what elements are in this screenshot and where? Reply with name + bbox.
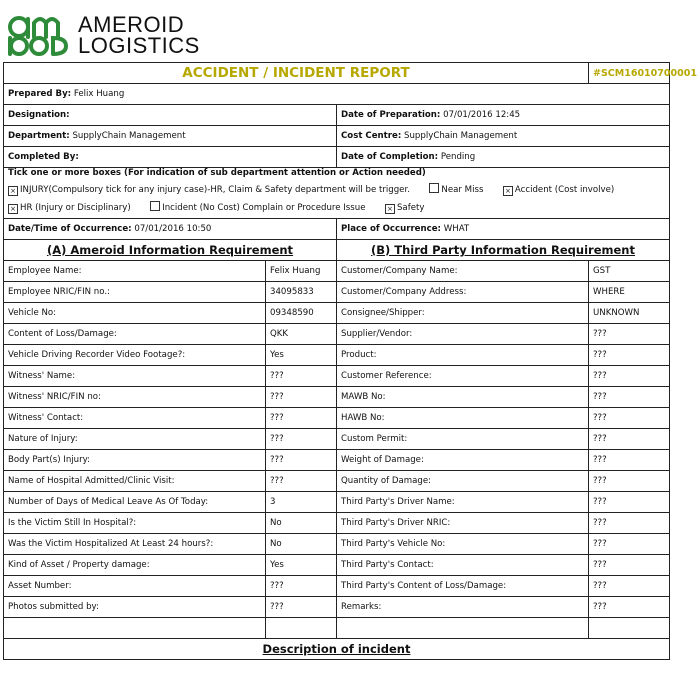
section-b-label: Weight of Damage: bbox=[337, 450, 589, 471]
department-attention-row bbox=[4, 168, 670, 219]
department-field bbox=[4, 126, 337, 147]
section-a-heading: (A) Ameroid Information Requirement bbox=[4, 240, 337, 261]
section-a-value: Yes bbox=[266, 345, 337, 366]
section-b-label: Quantity of Damage: bbox=[337, 471, 589, 492]
section-a-label: Kind of Asset / Property damage: bbox=[4, 555, 266, 576]
section-a-value: Felix Huang bbox=[266, 261, 337, 282]
section-a-label: Vehicle Driving Recorder Video Footage?: bbox=[4, 345, 266, 366]
place-of-occurrence-label: Place of Occurrence: bbox=[341, 224, 441, 234]
completed-by-row bbox=[4, 147, 670, 168]
section-b-value: ??? bbox=[589, 366, 670, 387]
section-a-value: ??? bbox=[266, 576, 337, 597]
blank-cell bbox=[4, 618, 266, 639]
section-a-label: Number of Days of Medical Leave As Of Today: bbox=[4, 492, 266, 513]
date-of-preparation-label: Date of Preparation: bbox=[341, 110, 441, 120]
section-a-label: Witness' Contact: bbox=[4, 408, 266, 429]
section-b-label: Product: bbox=[337, 345, 589, 366]
section-a-label: Body Part(s) Injury: bbox=[4, 450, 266, 471]
blank-cell bbox=[589, 618, 670, 639]
designation-row bbox=[4, 105, 670, 126]
section-b-value: ??? bbox=[589, 597, 670, 618]
accident-label: Accident (Cost involve) bbox=[514, 185, 615, 195]
near-miss-label: Near Miss bbox=[441, 185, 484, 195]
date-of-completion-field bbox=[337, 147, 670, 168]
section-a-label: Content of Loss/Damage: bbox=[4, 324, 266, 345]
section-a-label: Employee Name: bbox=[4, 261, 266, 282]
company-name-line2: LOGISTICS bbox=[78, 33, 200, 58]
section-b-heading: (B) Third Party Information Requirement bbox=[337, 240, 670, 261]
cost-centre-value: SupplyChain Management bbox=[404, 131, 518, 141]
section-a-value: ??? bbox=[266, 387, 337, 408]
section-a-label: Nature of Injury: bbox=[4, 429, 266, 450]
blank-row bbox=[4, 618, 670, 639]
section-a-value: QKK bbox=[266, 324, 337, 345]
info-row bbox=[4, 492, 670, 513]
date-time-of-occurrence-field bbox=[4, 219, 337, 240]
hr-checkbox[interactable]: × bbox=[8, 204, 18, 214]
date-time-of-occurrence-label: Date/Time of Occurrence: bbox=[8, 224, 132, 234]
info-row bbox=[4, 597, 670, 618]
section-a-label: Photos submitted by: bbox=[4, 597, 266, 618]
cost-centre-field bbox=[337, 126, 670, 147]
info-row bbox=[4, 555, 670, 576]
info-row bbox=[4, 408, 670, 429]
section-b-value: ??? bbox=[589, 492, 670, 513]
designation-label: Designation: bbox=[4, 105, 337, 126]
occurrence-row bbox=[4, 219, 670, 240]
section-b-value: ??? bbox=[589, 513, 670, 534]
section-a-label: Witness' NRIC/FIN no: bbox=[4, 387, 266, 408]
safety-label: Safety bbox=[396, 203, 425, 213]
info-row bbox=[4, 261, 670, 282]
ameroid-logo-mark-icon bbox=[6, 13, 72, 57]
company-logo bbox=[6, 10, 200, 60]
date-time-of-occurrence-value: 07/01/2016 10:50 bbox=[134, 224, 212, 234]
section-b-value: WHERE bbox=[589, 282, 670, 303]
section-a-value: ??? bbox=[266, 471, 337, 492]
info-row bbox=[4, 450, 670, 471]
section-a-value: ??? bbox=[266, 366, 337, 387]
section-b-label: Custom Permit: bbox=[337, 429, 589, 450]
section-b-value: ??? bbox=[589, 324, 670, 345]
description-row bbox=[4, 639, 670, 660]
section-a-label: Vehicle No: bbox=[4, 303, 266, 324]
company-name bbox=[78, 14, 200, 56]
info-row bbox=[4, 471, 670, 492]
section-b-label: Third Party's Contact: bbox=[337, 555, 589, 576]
section-headers-row bbox=[4, 240, 670, 261]
prepared-by-field bbox=[4, 84, 670, 105]
section-b-value: GST bbox=[589, 261, 670, 282]
report-title: ACCIDENT / INCIDENT REPORT bbox=[4, 63, 589, 84]
near-miss-checkbox[interactable] bbox=[429, 183, 439, 193]
department-label: Department: bbox=[8, 131, 70, 141]
section-a-value: ??? bbox=[266, 450, 337, 471]
section-a-value: 09348590 bbox=[266, 303, 337, 324]
section-a-value: ??? bbox=[266, 408, 337, 429]
section-a-value: ??? bbox=[266, 429, 337, 450]
info-row bbox=[4, 576, 670, 597]
section-b-label: HAWB No: bbox=[337, 408, 589, 429]
incident-label: Incident (No Cost) Complain or Procedure Issue bbox=[162, 203, 366, 213]
prepared-by-row bbox=[4, 84, 670, 105]
place-of-occurrence-value: WHAT bbox=[443, 224, 470, 234]
description-of-incident-heading: Description of incident bbox=[4, 639, 670, 660]
section-b-label: Third Party's Content of Loss/Damage: bbox=[337, 576, 589, 597]
incident-report-form bbox=[3, 62, 697, 660]
section-b-value: ??? bbox=[589, 345, 670, 366]
company-name-line1: AMEROID bbox=[78, 12, 185, 37]
tick-instructions: Tick one or more boxes (For indication of sub department attention or Action needed) bbox=[8, 168, 426, 178]
department-attention-checkboxes bbox=[4, 168, 670, 219]
info-row bbox=[4, 513, 670, 534]
section-a-value: 34095833 bbox=[266, 282, 337, 303]
section-b-label: Customer/Company Address: bbox=[337, 282, 589, 303]
section-a-value: ??? bbox=[266, 597, 337, 618]
blank-cell bbox=[337, 618, 589, 639]
info-row bbox=[4, 534, 670, 555]
prepared-by-value: Felix Huang bbox=[73, 89, 125, 99]
section-a-value: Yes bbox=[266, 555, 337, 576]
date-of-completion-label: Date of Completion: bbox=[341, 152, 439, 162]
section-a-label: Employee NRIC/FIN no.: bbox=[4, 282, 266, 303]
section-b-label: Supplier/Vendor: bbox=[337, 324, 589, 345]
section-a-label: Is the Victim Still In Hospital?: bbox=[4, 513, 266, 534]
section-a-label: Name of Hospital Admitted/Clinic Visit: bbox=[4, 471, 266, 492]
info-row bbox=[4, 282, 670, 303]
section-b-value: ??? bbox=[589, 471, 670, 492]
injury-checkbox[interactable]: × bbox=[8, 186, 18, 196]
info-row bbox=[4, 429, 670, 450]
section-b-value: ??? bbox=[589, 387, 670, 408]
date-of-preparation-value: 07/01/2016 12:45 bbox=[443, 110, 521, 120]
date-of-preparation-field bbox=[337, 105, 670, 126]
info-row bbox=[4, 324, 670, 345]
place-of-occurrence-field bbox=[337, 219, 670, 240]
section-a-value: 3 bbox=[266, 492, 337, 513]
completed-by-label: Completed By: bbox=[4, 147, 337, 168]
incident-checkbox[interactable] bbox=[150, 201, 160, 211]
date-of-completion-value: Pending bbox=[440, 152, 476, 162]
cost-centre-label: Cost Centre: bbox=[341, 131, 402, 141]
section-b-value: ??? bbox=[589, 408, 670, 429]
info-row bbox=[4, 387, 670, 408]
section-b-value: ??? bbox=[589, 429, 670, 450]
section-b-label: Customer/Company Name: bbox=[337, 261, 589, 282]
section-b-label: Customer Reference: bbox=[337, 366, 589, 387]
section-b-label: MAWB No: bbox=[337, 387, 589, 408]
info-row bbox=[4, 345, 670, 366]
department-row bbox=[4, 126, 670, 147]
section-b-value: ??? bbox=[589, 576, 670, 597]
report-title-row bbox=[4, 63, 670, 84]
hr-label: HR (Injury or Disciplinary) bbox=[20, 203, 131, 213]
section-b-label: Third Party's Vehicle No: bbox=[337, 534, 589, 555]
injury-label: INJURY(Compulsory tick for any injury case)-HR, Claim & Safety department will be trigger. bbox=[20, 185, 410, 195]
department-value: SupplyChain Management bbox=[72, 131, 186, 141]
section-b-label: Consignee/Shipper: bbox=[337, 303, 589, 324]
info-row bbox=[4, 303, 670, 324]
section-b-label: Remarks: bbox=[337, 597, 589, 618]
blank-cell bbox=[266, 618, 337, 639]
section-a-value: No bbox=[266, 513, 337, 534]
info-row bbox=[4, 366, 670, 387]
section-b-value: UNKNOWN bbox=[589, 303, 670, 324]
section-b-label: Third Party's Driver Name: bbox=[337, 492, 589, 513]
section-a-label: Asset Number: bbox=[4, 576, 266, 597]
section-a-label: Witness' Name: bbox=[4, 366, 266, 387]
section-b-value: ??? bbox=[589, 534, 670, 555]
accident-checkbox[interactable]: × bbox=[503, 186, 513, 196]
prepared-by-label: Prepared By: bbox=[8, 89, 72, 99]
section-b-label: Third Party's Driver NRIC: bbox=[337, 513, 589, 534]
section-b-value: ??? bbox=[589, 450, 670, 471]
section-b-value: ??? bbox=[589, 555, 670, 576]
report-reference-number: #SCM16010700001 bbox=[589, 63, 670, 84]
safety-checkbox[interactable]: × bbox=[385, 204, 395, 214]
section-a-label: Was the Victim Hospitalized At Least 24 hours?: bbox=[4, 534, 266, 555]
section-a-value: No bbox=[266, 534, 337, 555]
